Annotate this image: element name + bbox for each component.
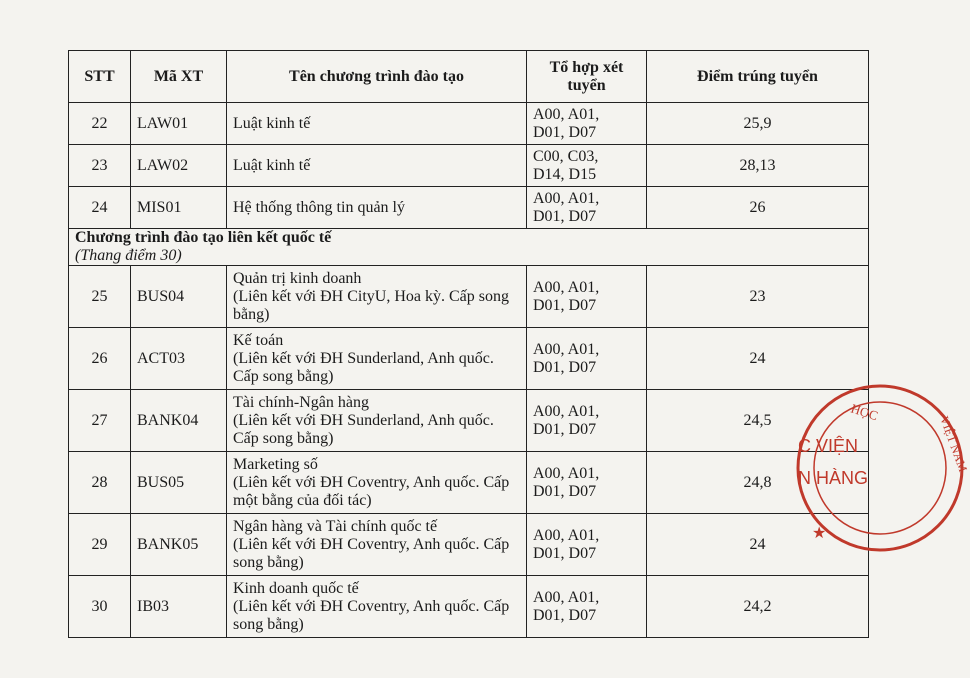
table-header-row — [69, 51, 869, 103]
section-row — [69, 229, 869, 266]
cell-stt: 25 — [69, 266, 131, 328]
program-name: Quản trị kinh doanh — [233, 269, 362, 287]
table-row — [69, 390, 869, 452]
table-row — [69, 145, 869, 187]
cell-score: 25,9 — [647, 103, 869, 145]
cell-stt: 24 — [69, 187, 131, 229]
program-name: Marketing số — [233, 455, 318, 473]
program-name: Ngân hàng và Tài chính quốc tế — [233, 517, 438, 535]
combination-line: D01, D07 — [533, 358, 597, 376]
cell-combination — [527, 266, 647, 328]
combination-line: A00, A01, — [533, 105, 600, 123]
cell-stt: 26 — [69, 328, 131, 390]
table-row — [69, 452, 869, 514]
cell-stt: 23 — [69, 145, 131, 187]
cell-combination — [527, 187, 647, 229]
cell-program — [227, 576, 527, 638]
cell-program — [227, 266, 527, 328]
combination-line: D01, D07 — [533, 296, 597, 314]
cell-program — [227, 390, 527, 452]
cell-combination — [527, 514, 647, 576]
cell-code: LAW02 — [131, 145, 227, 187]
table-row — [69, 328, 869, 390]
cell-score: 24,2 — [647, 576, 869, 638]
combination-line: C00, C03, — [533, 147, 599, 165]
combination-line: A00, A01, — [533, 189, 600, 207]
section-subtitle: (Thang điểm 30) — [75, 247, 182, 264]
cell-program: Luật kinh tế — [227, 103, 527, 145]
program-name: Kinh doanh quốc tế — [233, 579, 359, 597]
table-row — [69, 266, 869, 328]
cell-stt: 30 — [69, 576, 131, 638]
combination-line: D01, D07 — [533, 420, 597, 438]
combination-line: D14, D15 — [533, 165, 597, 183]
cell-program — [227, 514, 527, 576]
cell-stt: 28 — [69, 452, 131, 514]
stamp-text-mid-1: C VIỆN — [798, 436, 859, 456]
cell-combination — [527, 452, 647, 514]
program-note: (Liên kết với ĐH CityU, Hoa kỳ. Cấp song bằng) — [233, 287, 509, 323]
combination-line: D01, D07 — [533, 207, 597, 225]
program-note: (Liên kết với ĐH Coventry, Anh quốc. Cấp một bằng của đối tác) — [233, 473, 510, 509]
cell-combination — [527, 145, 647, 187]
stamp-text-side: VIỆT NAM — [937, 414, 970, 474]
program-note: (Liên kết với ĐH Sunderland, Anh quốc. Cấp song bằng) — [233, 411, 494, 447]
header-program: Tên chương trình đào tạo — [227, 51, 527, 103]
header-score: Điểm trúng tuyển — [647, 51, 869, 103]
combination-line: D01, D07 — [533, 123, 597, 141]
table-row — [69, 576, 869, 638]
program-name: Kế toán — [233, 331, 284, 349]
cell-combination — [527, 576, 647, 638]
cell-program — [227, 328, 527, 390]
cell-score: 26 — [647, 187, 869, 229]
cell-program — [227, 452, 527, 514]
header-combination: Tổ hợp xét tuyển — [527, 51, 647, 103]
cell-program: Hệ thống thông tin quản lý — [227, 187, 527, 229]
program-note: (Liên kết với ĐH Coventry, Anh quốc. Cấp song bằng) — [233, 597, 510, 633]
table-row — [69, 514, 869, 576]
table-row — [69, 187, 869, 229]
cell-score: 23 — [647, 266, 869, 328]
program-note: (Liên kết với ĐH Coventry, Anh quốc. Cấp song bằng) — [233, 535, 510, 571]
cell-score: 24,5 — [647, 390, 869, 452]
stamp-text-top: HỌC — [849, 400, 880, 424]
cell-code: BUS04 — [131, 266, 227, 328]
cell-stt: 29 — [69, 514, 131, 576]
cell-code: MIS01 — [131, 187, 227, 229]
table-row — [69, 103, 869, 145]
section-cell — [69, 229, 869, 266]
cell-code: BANK05 — [131, 514, 227, 576]
header-stt: STT — [69, 51, 131, 103]
cell-code: ACT03 — [131, 328, 227, 390]
stamp-text-mid-2: N HÀNG — [798, 468, 869, 488]
cell-code: BUS05 — [131, 452, 227, 514]
cell-score: 28,13 — [647, 145, 869, 187]
combination-line: A00, A01, — [533, 464, 600, 482]
combination-line: A00, A01, — [533, 278, 600, 296]
combination-line: D01, D07 — [533, 544, 597, 562]
cell-combination — [527, 390, 647, 452]
cell-code: BANK04 — [131, 390, 227, 452]
cell-code: LAW01 — [131, 103, 227, 145]
program-note: (Liên kết với ĐH Sunderland, Anh quốc. Cấp song bằng) — [233, 349, 494, 385]
admission-score-table — [68, 50, 869, 638]
red-seal-stamp-icon — [790, 378, 970, 558]
program-name: Tài chính-Ngân hàng — [233, 393, 369, 411]
combination-line: D01, D07 — [533, 482, 597, 500]
cell-score: 24 — [647, 328, 869, 390]
cell-score: 24 — [647, 514, 869, 576]
cell-stt: 22 — [69, 103, 131, 145]
cell-combination — [527, 328, 647, 390]
cell-combination — [527, 103, 647, 145]
combination-line: A00, A01, — [533, 588, 600, 606]
cell-code: IB03 — [131, 576, 227, 638]
header-code: Mã XT — [131, 51, 227, 103]
combination-line: A00, A01, — [533, 526, 600, 544]
cell-score: 24,8 — [647, 452, 869, 514]
cell-stt: 27 — [69, 390, 131, 452]
combination-line: D01, D07 — [533, 606, 597, 624]
section-title: Chương trình đào tạo liên kết quốc tế — [75, 229, 332, 246]
combination-line: A00, A01, — [533, 402, 600, 420]
cell-program: Luật kinh tế — [227, 145, 527, 187]
combination-line: A00, A01, — [533, 340, 600, 358]
stamp-star-icon: ★ — [812, 525, 827, 542]
